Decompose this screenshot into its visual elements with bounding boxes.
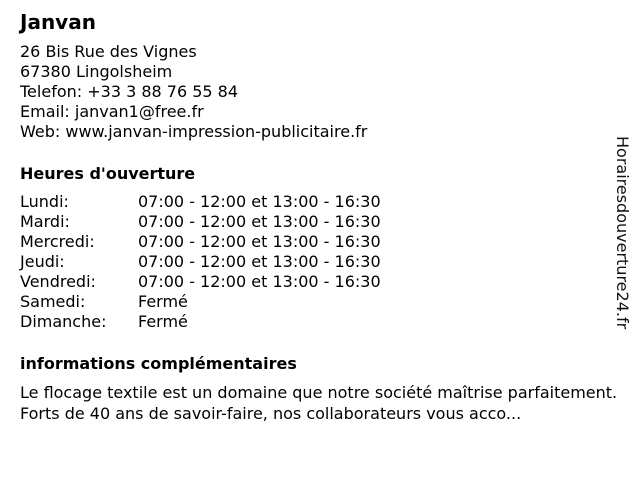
address-line-1: 26 Bis Rue des Vignes (20, 42, 197, 61)
day-hours: 07:00 - 12:00 et 13:00 - 16:30 (138, 252, 381, 271)
day-hours: Fermé (138, 312, 188, 331)
day-hours: 07:00 - 12:00 et 13:00 - 16:30 (138, 232, 381, 251)
day-label: Jeudi: (20, 252, 65, 271)
day-hours: Fermé (138, 292, 188, 311)
info-text: Le flocage textile est un domaine que notre société maîtrise parfaitement. Forts de 40 ans de savoir-faire, nos collaborateurs vous acco... (20, 383, 618, 423)
phone-line: Telefon: +33 3 88 76 55 84 (20, 82, 239, 101)
hours-row-saturday (20, 292, 610, 312)
hours-row-wednesday (20, 232, 610, 252)
address-line-2: 67380 Lingolsheim (20, 62, 173, 81)
day-hours: 07:00 - 12:00 et 13:00 - 16:30 (138, 192, 381, 211)
business-card (20, 10, 618, 424)
hours-row-sunday (20, 312, 610, 332)
day-hours: 07:00 - 12:00 et 13:00 - 16:30 (138, 272, 381, 291)
web-line: Web: www.janvan-impression-publicitaire.fr (20, 122, 368, 141)
hours-row-thursday (20, 252, 610, 272)
business-name: Janvan (20, 10, 96, 34)
contact-block (20, 42, 610, 142)
day-label: Vendredi: (20, 272, 96, 291)
info-heading: informations complémentaires (20, 354, 297, 373)
hours-heading: Heures d'ouverture (20, 164, 196, 183)
email-line: Email: janvan1@free.fr (20, 102, 204, 121)
hours-row-friday (20, 272, 610, 292)
day-label: Lundi: (20, 192, 69, 211)
hours-table (20, 192, 610, 332)
site-watermark: Horairesdouverture24.fr (613, 136, 632, 330)
day-label: Samedi: (20, 292, 86, 311)
day-label: Mardi: (20, 212, 70, 231)
day-label: Mercredi: (20, 232, 95, 251)
day-label: Dimanche: (20, 312, 107, 331)
hours-row-tuesday (20, 212, 610, 232)
day-hours: 07:00 - 12:00 et 13:00 - 16:30 (138, 212, 381, 231)
hours-row-monday (20, 192, 610, 212)
